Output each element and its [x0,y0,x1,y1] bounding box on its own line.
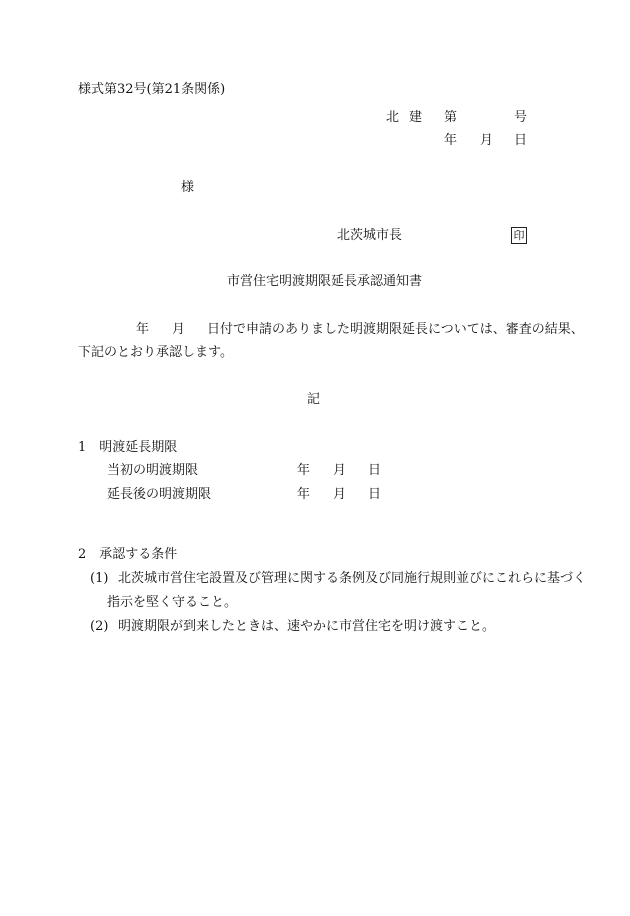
section1-row-month: 月 [333,487,347,502]
body-year: 年 [136,322,150,337]
date-year: 年 [444,133,458,148]
sender-name: 北茨城市長 [337,228,403,243]
doc-number-go: 号 [514,110,528,125]
section1-row-year: 年 [297,487,311,502]
condition-text-continued: 指示を堅く守ること。 [107,595,238,610]
section1-row-year: 年 [297,463,311,478]
ki-label: 記 [307,392,321,407]
condition-text: 北茨城市営住宅設置及び管理に関する条例及び同施行規則並びにこれらに基づく [118,571,587,586]
addressee-sama: 様 [181,180,195,195]
date-month: 月 [480,133,494,148]
body-line2: 下記のとおり承認します。 [78,345,233,360]
section1-heading: 1 明渡延長期限 [78,440,178,455]
doc-number-kita: 北 [386,110,400,125]
seal-mark: 印 [511,227,527,244]
section1-row-day: 日 [368,463,382,478]
condition-number: (2) [90,619,109,634]
form-label: 様式第32号(第21条関係) [78,82,226,97]
section1-row-label: 延長後の明渡期限 [107,487,212,502]
section1-row-month: 月 [333,463,347,478]
section1-row-day: 日 [368,487,382,502]
body-month: 月 [172,322,186,337]
doc-number-dai: 第 [444,110,458,125]
condition-number: (1) [90,571,109,586]
document-title: 市営住宅明渡期限延長承認通知書 [227,274,423,289]
condition-text: 明渡期限が到来したときは、速やかに市営住宅を明け渡すこと。 [118,619,496,634]
doc-number-ken: 建 [409,110,423,125]
section1-row-label: 当初の明渡期限 [107,463,199,478]
body-line1: 日付で申請のありました明渡期限延長については、審査の結果、 [207,322,584,337]
section2-heading: 2 承認する条件 [78,547,178,562]
date-day: 日 [514,133,528,148]
